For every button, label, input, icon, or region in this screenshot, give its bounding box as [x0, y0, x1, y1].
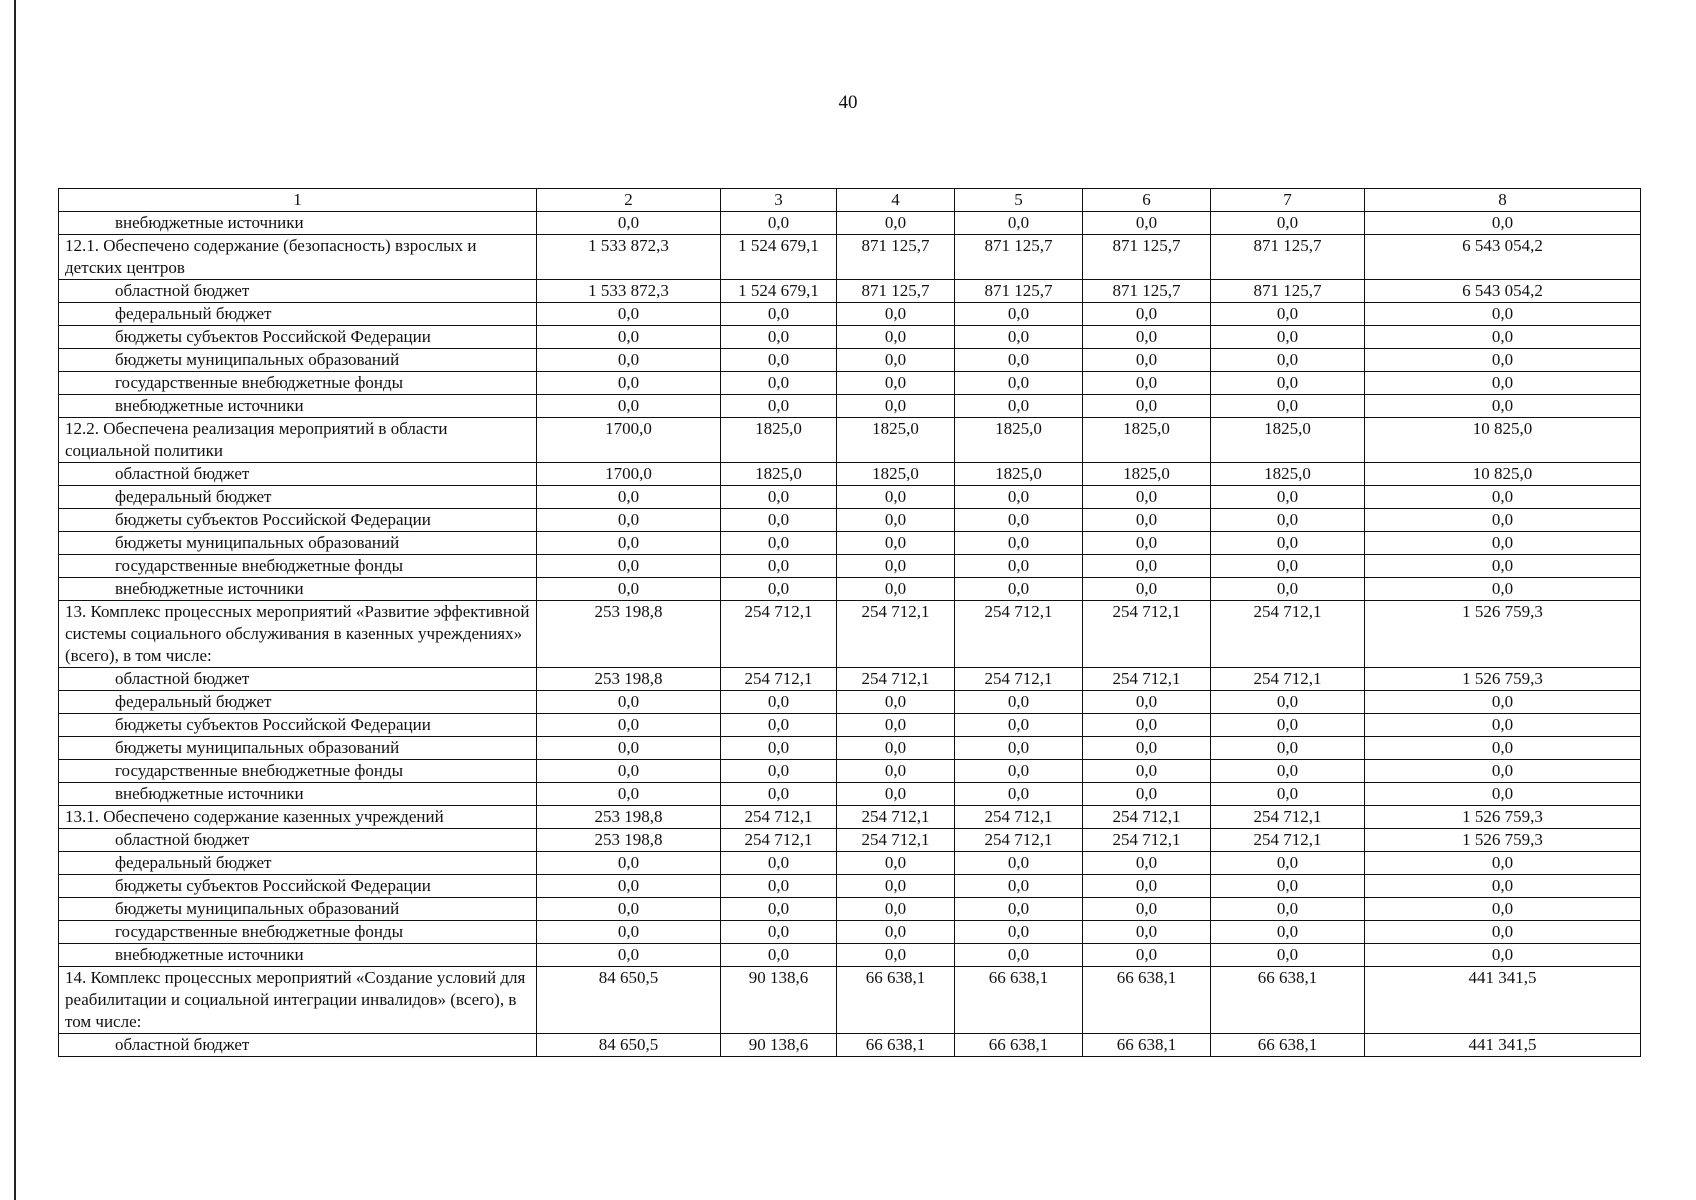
- value-cell: 0,0: [1211, 532, 1365, 555]
- table-row: [59, 555, 1641, 578]
- value-cell: 90 138,6: [721, 1034, 837, 1057]
- value-cell: 0,0: [1083, 783, 1211, 806]
- value-cell: 0,0: [955, 372, 1083, 395]
- value-cell: 0,0: [1211, 783, 1365, 806]
- value-cell: 1825,0: [1083, 463, 1211, 486]
- value-cell: 0,0: [955, 509, 1083, 532]
- value-cell: 0,0: [955, 714, 1083, 737]
- value-cell: 0,0: [1365, 395, 1641, 418]
- value-cell: 0,0: [721, 898, 837, 921]
- row-label: бюджеты субъектов Российской Федерации: [59, 875, 537, 898]
- value-cell: 0,0: [837, 944, 955, 967]
- value-cell: 254 712,1: [721, 601, 837, 668]
- value-cell: 0,0: [1083, 944, 1211, 967]
- table-row-section: [59, 806, 1641, 829]
- table-row: [59, 486, 1641, 509]
- value-cell: 0,0: [537, 349, 721, 372]
- value-cell: 0,0: [537, 303, 721, 326]
- value-cell: 0,0: [955, 303, 1083, 326]
- value-cell: 0,0: [721, 532, 837, 555]
- header-cell: 4: [837, 189, 955, 212]
- budget-table: [58, 188, 1641, 1057]
- table-row: [59, 1034, 1641, 1057]
- value-cell: 0,0: [955, 555, 1083, 578]
- value-cell: 0,0: [1365, 303, 1641, 326]
- value-cell: 254 712,1: [837, 806, 955, 829]
- row-label: бюджеты субъектов Российской Федерации: [59, 714, 537, 737]
- row-label: государственные внебюджетные фонды: [59, 760, 537, 783]
- table-row: [59, 875, 1641, 898]
- value-cell: 0,0: [1211, 395, 1365, 418]
- row-label: областной бюджет: [59, 280, 537, 303]
- row-label: бюджеты муниципальных образований: [59, 349, 537, 372]
- table-row-section: [59, 601, 1641, 668]
- value-cell: 0,0: [837, 691, 955, 714]
- value-cell: 1 526 759,3: [1365, 806, 1641, 829]
- row-label: 12.2. Обеспечена реализация мероприятий в области социальной политики: [59, 418, 537, 463]
- table-row: [59, 463, 1641, 486]
- value-cell: 254 712,1: [1083, 601, 1211, 668]
- row-label: бюджеты субъектов Российской Федерации: [59, 509, 537, 532]
- value-cell: 66 638,1: [955, 1034, 1083, 1057]
- row-label: государственные внебюджетные фонды: [59, 372, 537, 395]
- row-label: областной бюджет: [59, 668, 537, 691]
- value-cell: 0,0: [1211, 852, 1365, 875]
- value-cell: 871 125,7: [1083, 235, 1211, 280]
- value-cell: 0,0: [1083, 372, 1211, 395]
- table-row-section: [59, 235, 1641, 280]
- value-cell: 1825,0: [1083, 418, 1211, 463]
- value-cell: 0,0: [537, 714, 721, 737]
- value-cell: 0,0: [1083, 555, 1211, 578]
- value-cell: 84 650,5: [537, 967, 721, 1034]
- value-cell: 871 125,7: [1211, 235, 1365, 280]
- value-cell: 0,0: [537, 760, 721, 783]
- value-cell: 0,0: [1083, 691, 1211, 714]
- value-cell: 0,0: [1211, 372, 1365, 395]
- value-cell: 0,0: [721, 486, 837, 509]
- row-label: областной бюджет: [59, 463, 537, 486]
- table-row: [59, 852, 1641, 875]
- page-number: 40: [838, 92, 858, 113]
- value-cell: 0,0: [837, 578, 955, 601]
- table-row: [59, 303, 1641, 326]
- value-cell: 0,0: [721, 509, 837, 532]
- value-cell: 0,0: [721, 714, 837, 737]
- row-label: внебюджетные источники: [59, 944, 537, 967]
- value-cell: 0,0: [1083, 875, 1211, 898]
- value-cell: 0,0: [1211, 212, 1365, 235]
- row-label: областной бюджет: [59, 1034, 537, 1057]
- value-cell: 0,0: [955, 691, 1083, 714]
- value-cell: 0,0: [721, 737, 837, 760]
- row-label: бюджеты муниципальных образований: [59, 532, 537, 555]
- table-row: [59, 898, 1641, 921]
- value-cell: 254 712,1: [721, 829, 837, 852]
- table-row-section: [59, 418, 1641, 463]
- value-cell: 871 125,7: [955, 235, 1083, 280]
- value-cell: 0,0: [721, 395, 837, 418]
- header-cell: 8: [1365, 189, 1641, 212]
- value-cell: 0,0: [537, 944, 721, 967]
- value-cell: 0,0: [537, 875, 721, 898]
- table-row: [59, 509, 1641, 532]
- value-cell: 0,0: [1365, 852, 1641, 875]
- value-cell: 1825,0: [1211, 463, 1365, 486]
- value-cell: 0,0: [955, 349, 1083, 372]
- value-cell: 0,0: [955, 737, 1083, 760]
- value-cell: 0,0: [537, 555, 721, 578]
- header-cell: 5: [955, 189, 1083, 212]
- value-cell: 0,0: [1211, 760, 1365, 783]
- row-label: 12.1. Обеспечено содержание (безопасность) взрослых и детских центров: [59, 235, 537, 280]
- value-cell: 0,0: [837, 852, 955, 875]
- table-row: [59, 737, 1641, 760]
- value-cell: 1825,0: [1211, 418, 1365, 463]
- value-cell: 66 638,1: [837, 1034, 955, 1057]
- table-row: [59, 668, 1641, 691]
- value-cell: 0,0: [721, 875, 837, 898]
- value-cell: 254 712,1: [1211, 829, 1365, 852]
- value-cell: 0,0: [1365, 349, 1641, 372]
- table-body: [59, 189, 1641, 1057]
- value-cell: 0,0: [1083, 486, 1211, 509]
- value-cell: 0,0: [1365, 760, 1641, 783]
- value-cell: 1825,0: [837, 463, 955, 486]
- value-cell: 0,0: [1365, 212, 1641, 235]
- value-cell: 0,0: [721, 783, 837, 806]
- table-row: [59, 212, 1641, 235]
- header-cell: 6: [1083, 189, 1211, 212]
- value-cell: 0,0: [837, 509, 955, 532]
- value-cell: 871 125,7: [1083, 280, 1211, 303]
- value-cell: 1 526 759,3: [1365, 668, 1641, 691]
- value-cell: 0,0: [537, 532, 721, 555]
- value-cell: 0,0: [1365, 326, 1641, 349]
- value-cell: 441 341,5: [1365, 967, 1641, 1034]
- value-cell: 871 125,7: [837, 280, 955, 303]
- table-row: [59, 578, 1641, 601]
- value-cell: 0,0: [1365, 783, 1641, 806]
- value-cell: 1 524 679,1: [721, 280, 837, 303]
- value-cell: 0,0: [537, 691, 721, 714]
- value-cell: 0,0: [721, 691, 837, 714]
- value-cell: 0,0: [1083, 898, 1211, 921]
- value-cell: 0,0: [1211, 486, 1365, 509]
- value-cell: 0,0: [721, 303, 837, 326]
- value-cell: 1825,0: [955, 463, 1083, 486]
- value-cell: 6 543 054,2: [1365, 235, 1641, 280]
- value-cell: 0,0: [1211, 349, 1365, 372]
- value-cell: 253 198,8: [537, 668, 721, 691]
- value-cell: 253 198,8: [537, 601, 721, 668]
- table-row: [59, 326, 1641, 349]
- value-cell: 66 638,1: [837, 967, 955, 1034]
- value-cell: 0,0: [1365, 578, 1641, 601]
- table-row: [59, 714, 1641, 737]
- table-row: [59, 349, 1641, 372]
- value-cell: 66 638,1: [1211, 1034, 1365, 1057]
- value-cell: 0,0: [955, 760, 1083, 783]
- value-cell: 10 825,0: [1365, 463, 1641, 486]
- value-cell: 0,0: [1365, 898, 1641, 921]
- value-cell: 1700,0: [537, 463, 721, 486]
- value-cell: 0,0: [837, 555, 955, 578]
- value-cell: 0,0: [1365, 486, 1641, 509]
- row-label: федеральный бюджет: [59, 691, 537, 714]
- value-cell: 254 712,1: [1211, 806, 1365, 829]
- row-label: федеральный бюджет: [59, 852, 537, 875]
- value-cell: 0,0: [721, 349, 837, 372]
- value-cell: 0,0: [537, 578, 721, 601]
- value-cell: 0,0: [955, 875, 1083, 898]
- value-cell: 0,0: [955, 944, 1083, 967]
- value-cell: 1700,0: [537, 418, 721, 463]
- value-cell: 66 638,1: [955, 967, 1083, 1034]
- value-cell: 0,0: [837, 714, 955, 737]
- value-cell: 0,0: [721, 944, 837, 967]
- value-cell: 0,0: [721, 921, 837, 944]
- value-cell: 254 712,1: [837, 601, 955, 668]
- value-cell: 0,0: [721, 326, 837, 349]
- value-cell: 0,0: [955, 326, 1083, 349]
- row-label: областной бюджет: [59, 829, 537, 852]
- value-cell: 0,0: [1211, 737, 1365, 760]
- value-cell: 0,0: [955, 212, 1083, 235]
- value-cell: 0,0: [537, 898, 721, 921]
- table-header-row: [59, 189, 1641, 212]
- value-cell: 0,0: [721, 760, 837, 783]
- value-cell: 0,0: [955, 898, 1083, 921]
- table-row-section: [59, 967, 1641, 1034]
- value-cell: 0,0: [955, 486, 1083, 509]
- value-cell: 1 526 759,3: [1365, 829, 1641, 852]
- row-label: 13. Комплекс процессных мероприятий «Развитие эффективной системы социального обслуживания в казенных учреждениях» (всего), в том числе:: [59, 601, 537, 668]
- page-edge-line: [14, 0, 16, 1200]
- value-cell: 0,0: [1365, 532, 1641, 555]
- value-cell: 0,0: [537, 326, 721, 349]
- table-row: [59, 783, 1641, 806]
- header-cell: 3: [721, 189, 837, 212]
- value-cell: 0,0: [1211, 555, 1365, 578]
- row-label: бюджеты муниципальных образований: [59, 898, 537, 921]
- value-cell: 84 650,5: [537, 1034, 721, 1057]
- table-row: [59, 280, 1641, 303]
- value-cell: 0,0: [1211, 326, 1365, 349]
- value-cell: 0,0: [1083, 349, 1211, 372]
- value-cell: 0,0: [1365, 509, 1641, 532]
- value-cell: 1825,0: [837, 418, 955, 463]
- header-cell: 1: [59, 189, 537, 212]
- value-cell: 0,0: [1211, 303, 1365, 326]
- header-cell: 2: [537, 189, 721, 212]
- value-cell: 0,0: [955, 852, 1083, 875]
- table-row: [59, 921, 1641, 944]
- value-cell: 0,0: [1365, 944, 1641, 967]
- value-cell: 0,0: [1211, 921, 1365, 944]
- value-cell: 0,0: [837, 898, 955, 921]
- value-cell: 90 138,6: [721, 967, 837, 1034]
- value-cell: 66 638,1: [1083, 967, 1211, 1034]
- value-cell: 0,0: [537, 852, 721, 875]
- value-cell: 0,0: [837, 326, 955, 349]
- value-cell: 0,0: [721, 555, 837, 578]
- value-cell: 254 712,1: [955, 829, 1083, 852]
- value-cell: 66 638,1: [1211, 967, 1365, 1034]
- value-cell: 0,0: [837, 737, 955, 760]
- value-cell: 0,0: [1083, 326, 1211, 349]
- value-cell: 0,0: [1365, 555, 1641, 578]
- header-cell: 7: [1211, 189, 1365, 212]
- value-cell: 10 825,0: [1365, 418, 1641, 463]
- value-cell: 0,0: [955, 395, 1083, 418]
- value-cell: 0,0: [1083, 509, 1211, 532]
- row-label: внебюджетные источники: [59, 212, 537, 235]
- row-label: государственные внебюджетные фонды: [59, 555, 537, 578]
- value-cell: 0,0: [1083, 532, 1211, 555]
- value-cell: 0,0: [537, 372, 721, 395]
- value-cell: 0,0: [1365, 372, 1641, 395]
- value-cell: 0,0: [721, 578, 837, 601]
- value-cell: 253 198,8: [537, 829, 721, 852]
- value-cell: 0,0: [1083, 395, 1211, 418]
- value-cell: 66 638,1: [1083, 1034, 1211, 1057]
- value-cell: 0,0: [537, 737, 721, 760]
- value-cell: 0,0: [1211, 944, 1365, 967]
- value-cell: 0,0: [955, 532, 1083, 555]
- value-cell: 0,0: [955, 578, 1083, 601]
- value-cell: 0,0: [837, 532, 955, 555]
- value-cell: 1825,0: [721, 463, 837, 486]
- value-cell: 254 712,1: [955, 668, 1083, 691]
- row-label: федеральный бюджет: [59, 486, 537, 509]
- value-cell: 1825,0: [955, 418, 1083, 463]
- value-cell: 254 712,1: [1211, 668, 1365, 691]
- row-label: внебюджетные источники: [59, 783, 537, 806]
- value-cell: 254 712,1: [1083, 806, 1211, 829]
- value-cell: 1825,0: [721, 418, 837, 463]
- table-row: [59, 944, 1641, 967]
- value-cell: 0,0: [537, 783, 721, 806]
- value-cell: 871 125,7: [955, 280, 1083, 303]
- table-row: [59, 691, 1641, 714]
- value-cell: 0,0: [837, 349, 955, 372]
- value-cell: 0,0: [1365, 737, 1641, 760]
- value-cell: 0,0: [1365, 875, 1641, 898]
- value-cell: 254 712,1: [721, 668, 837, 691]
- value-cell: 254 712,1: [1083, 829, 1211, 852]
- value-cell: 871 125,7: [1211, 280, 1365, 303]
- table-row: [59, 395, 1641, 418]
- value-cell: 0,0: [1083, 303, 1211, 326]
- value-cell: 0,0: [1365, 714, 1641, 737]
- value-cell: 0,0: [837, 372, 955, 395]
- value-cell: 254 712,1: [1083, 668, 1211, 691]
- value-cell: 0,0: [837, 212, 955, 235]
- value-cell: 1 533 872,3: [537, 235, 721, 280]
- value-cell: 0,0: [1083, 760, 1211, 783]
- value-cell: 0,0: [1211, 691, 1365, 714]
- row-label: внебюджетные источники: [59, 578, 537, 601]
- value-cell: 0,0: [1083, 852, 1211, 875]
- value-cell: 0,0: [837, 783, 955, 806]
- value-cell: 0,0: [1211, 578, 1365, 601]
- row-label: внебюджетные источники: [59, 395, 537, 418]
- table-row: [59, 829, 1641, 852]
- value-cell: 0,0: [537, 212, 721, 235]
- value-cell: 0,0: [1365, 921, 1641, 944]
- value-cell: 0,0: [721, 212, 837, 235]
- value-cell: 0,0: [721, 372, 837, 395]
- row-label: федеральный бюджет: [59, 303, 537, 326]
- value-cell: 0,0: [1211, 714, 1365, 737]
- value-cell: 254 712,1: [955, 806, 1083, 829]
- value-cell: 0,0: [1083, 714, 1211, 737]
- value-cell: 254 712,1: [721, 806, 837, 829]
- row-label: государственные внебюджетные фонды: [59, 921, 537, 944]
- value-cell: 0,0: [837, 303, 955, 326]
- value-cell: 0,0: [837, 921, 955, 944]
- table-row: [59, 532, 1641, 555]
- value-cell: 0,0: [537, 509, 721, 532]
- value-cell: 0,0: [955, 783, 1083, 806]
- value-cell: 0,0: [837, 760, 955, 783]
- row-label: бюджеты субъектов Российской Федерации: [59, 326, 537, 349]
- value-cell: 441 341,5: [1365, 1034, 1641, 1057]
- value-cell: 1 526 759,3: [1365, 601, 1641, 668]
- value-cell: 0,0: [1211, 875, 1365, 898]
- value-cell: 0,0: [1083, 578, 1211, 601]
- value-cell: 871 125,7: [837, 235, 955, 280]
- value-cell: 0,0: [837, 486, 955, 509]
- value-cell: 0,0: [721, 852, 837, 875]
- row-label: бюджеты муниципальных образований: [59, 737, 537, 760]
- value-cell: 253 198,8: [537, 806, 721, 829]
- value-cell: 0,0: [1365, 691, 1641, 714]
- value-cell: 1 524 679,1: [721, 235, 837, 280]
- value-cell: 0,0: [537, 921, 721, 944]
- row-label: 14. Комплекс процессных мероприятий «Создание условий для реабилитации и социальной интеграции инвалидов» (всего), в том числе:: [59, 967, 537, 1034]
- value-cell: 254 712,1: [837, 829, 955, 852]
- table-row: [59, 760, 1641, 783]
- value-cell: 254 712,1: [837, 668, 955, 691]
- value-cell: 254 712,1: [1211, 601, 1365, 668]
- value-cell: 0,0: [1083, 921, 1211, 944]
- value-cell: 0,0: [837, 875, 955, 898]
- value-cell: 0,0: [1211, 509, 1365, 532]
- value-cell: 0,0: [1083, 212, 1211, 235]
- value-cell: 254 712,1: [955, 601, 1083, 668]
- row-label: 13.1. Обеспечено содержание казенных учреждений: [59, 806, 537, 829]
- value-cell: 1 533 872,3: [537, 280, 721, 303]
- value-cell: 0,0: [537, 395, 721, 418]
- table-row: [59, 372, 1641, 395]
- value-cell: 6 543 054,2: [1365, 280, 1641, 303]
- value-cell: 0,0: [1083, 737, 1211, 760]
- value-cell: 0,0: [537, 486, 721, 509]
- value-cell: 0,0: [837, 395, 955, 418]
- value-cell: 0,0: [1211, 898, 1365, 921]
- value-cell: 0,0: [955, 921, 1083, 944]
